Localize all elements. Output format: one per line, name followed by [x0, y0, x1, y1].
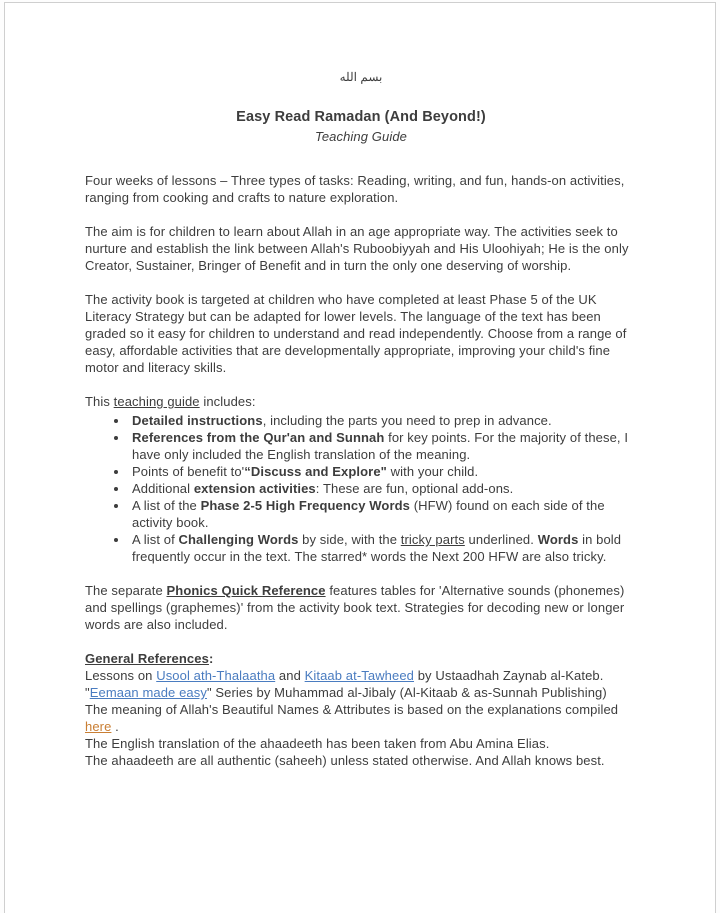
reference-text: .	[111, 719, 119, 734]
list-item-extension-activities	[129, 480, 637, 497]
paragraph-aim: The aim is for children to learn about Allah in an age appropriate way. The activities seek to nurture and establish the link between Allah's Ruboobiyyah and His Uloohiyah; He is the only Creator, Sustainer, Bringer of Benefit and in turn the only one deserving of worship.	[85, 224, 629, 273]
bullet-bold-text: References from the Qur'an and Sunnah	[132, 430, 385, 445]
document-page	[4, 2, 716, 913]
list-item-points-of-benefit	[129, 463, 637, 480]
link-kitaab-at-tawheed[interactable]: Kitaab at-Tawheed	[304, 668, 415, 683]
document-subtitle: Teaching Guide	[315, 129, 407, 144]
tricky-parts-underlined: tricky parts	[400, 532, 465, 547]
link-here[interactable]: here	[85, 719, 112, 734]
bullet-bold-text: extension activities	[193, 481, 316, 496]
includes-intro-suffix: includes:	[199, 394, 256, 409]
bullet-text: (HFW) found on each side of the activity book.	[132, 498, 605, 530]
bismillah-text: بسم الله	[339, 70, 383, 84]
bullet-text: : These are fun, optional add-ons.	[315, 481, 514, 496]
paragraph-overview: Four weeks of lessons – Three types of tasks: Reading, writing, and fun, hands-on activities, ranging from cooking and crafts to nature exploration.	[85, 173, 625, 205]
reference-text: Lessons on	[85, 668, 157, 683]
bullet-text: with your child.	[386, 464, 479, 479]
includes-intro-text: This	[85, 394, 114, 409]
bullet-text: underlined.	[464, 532, 538, 547]
paragraph-includes-intro	[85, 393, 637, 410]
list-item-detailed-instructions	[129, 412, 637, 429]
link-eemaan-made-easy[interactable]: Eemaan made easy	[89, 685, 207, 700]
teaching-guide-underlined: teaching guide	[113, 394, 200, 409]
link-usool-ath-thalaatha[interactable]: Usool ath-Thalaatha	[156, 668, 276, 683]
list-item-references	[129, 429, 637, 463]
phonics-text: The separate	[85, 583, 167, 598]
phonics-quick-reference-title: Phonics Quick Reference	[166, 583, 326, 598]
paragraph-activity-book: The activity book is targeted at children who have completed at least Phase 5 of the UK Literacy Strategy but can be adapted for lower levels. The language of the text has been graded so it easy for children to understand and read independently. Choose from a range of easy, affordable activities that are developmentally appropriate, improving your child's fine motor and literacy skills.	[85, 292, 627, 375]
general-references-heading-colon: :	[208, 651, 214, 666]
bullet-bold-text: Detailed instructions	[132, 413, 263, 428]
bullet-text: Points of benefit to'	[132, 464, 245, 479]
includes-list	[85, 412, 637, 565]
bullet-bold-text: Challenging Words	[178, 532, 299, 547]
list-item-challenging-words	[129, 531, 637, 565]
reference-text: The meaning of Allah's Beautiful Names & Attributes is based on the explanations compiled	[85, 702, 619, 717]
bullet-text: Additional	[132, 481, 194, 496]
paragraph-phonics	[85, 582, 637, 633]
bullet-bold-text: “Discuss and Explore"	[244, 464, 387, 479]
phonics-text: features tables for 'Alternative sounds (phonemes) and spellings (graphemes)' from the activity book text. Strategies for decoding new or longer words are also included.	[85, 583, 625, 632]
reference-text: and	[275, 668, 305, 683]
general-references-section	[85, 650, 637, 769]
document-title: Easy Read Ramadan (And Beyond!)	[236, 109, 486, 125]
bullet-text: in bold frequently occur in the text. The starred* words the Next 200 HFW are also tricky.	[132, 532, 622, 564]
reference-line-names-attributes	[85, 701, 637, 735]
reference-line-eemaan	[85, 684, 637, 701]
bullet-bold-text: Words	[537, 532, 579, 547]
general-references-heading	[85, 650, 637, 667]
bullet-text: by side, with the	[298, 532, 401, 547]
list-item-hfw	[129, 497, 637, 531]
reference-line-authentic: The ahaadeeth are all authentic (saheeh) unless stated otherwise. And Allah knows best.	[85, 753, 605, 768]
bullet-bold-text: Phase 2-5 High Frequency Words	[200, 498, 410, 513]
bullet-text: A list of	[132, 532, 179, 547]
document-content	[5, 3, 715, 826]
bullet-text: A list of the	[132, 498, 201, 513]
reference-text: " Series by Muhammad al-Jibaly (Al-Kitaab & as-Sunnah Publishing)	[206, 685, 607, 700]
general-references-heading-text: General References	[85, 651, 209, 666]
reference-line-translation: The English translation of the ahaadeeth has been taken from Abu Amina Elias.	[85, 736, 550, 751]
reference-text: "	[85, 685, 90, 700]
reference-text: by Ustaadhah Zaynab al-Kateb.	[414, 668, 604, 683]
bullet-text: , including the parts you need to prep in advance.	[262, 413, 552, 428]
bullet-text: for key points. For the majority of these, I have only included the English translation of the meaning.	[132, 430, 629, 462]
reference-line-lessons	[85, 667, 637, 684]
